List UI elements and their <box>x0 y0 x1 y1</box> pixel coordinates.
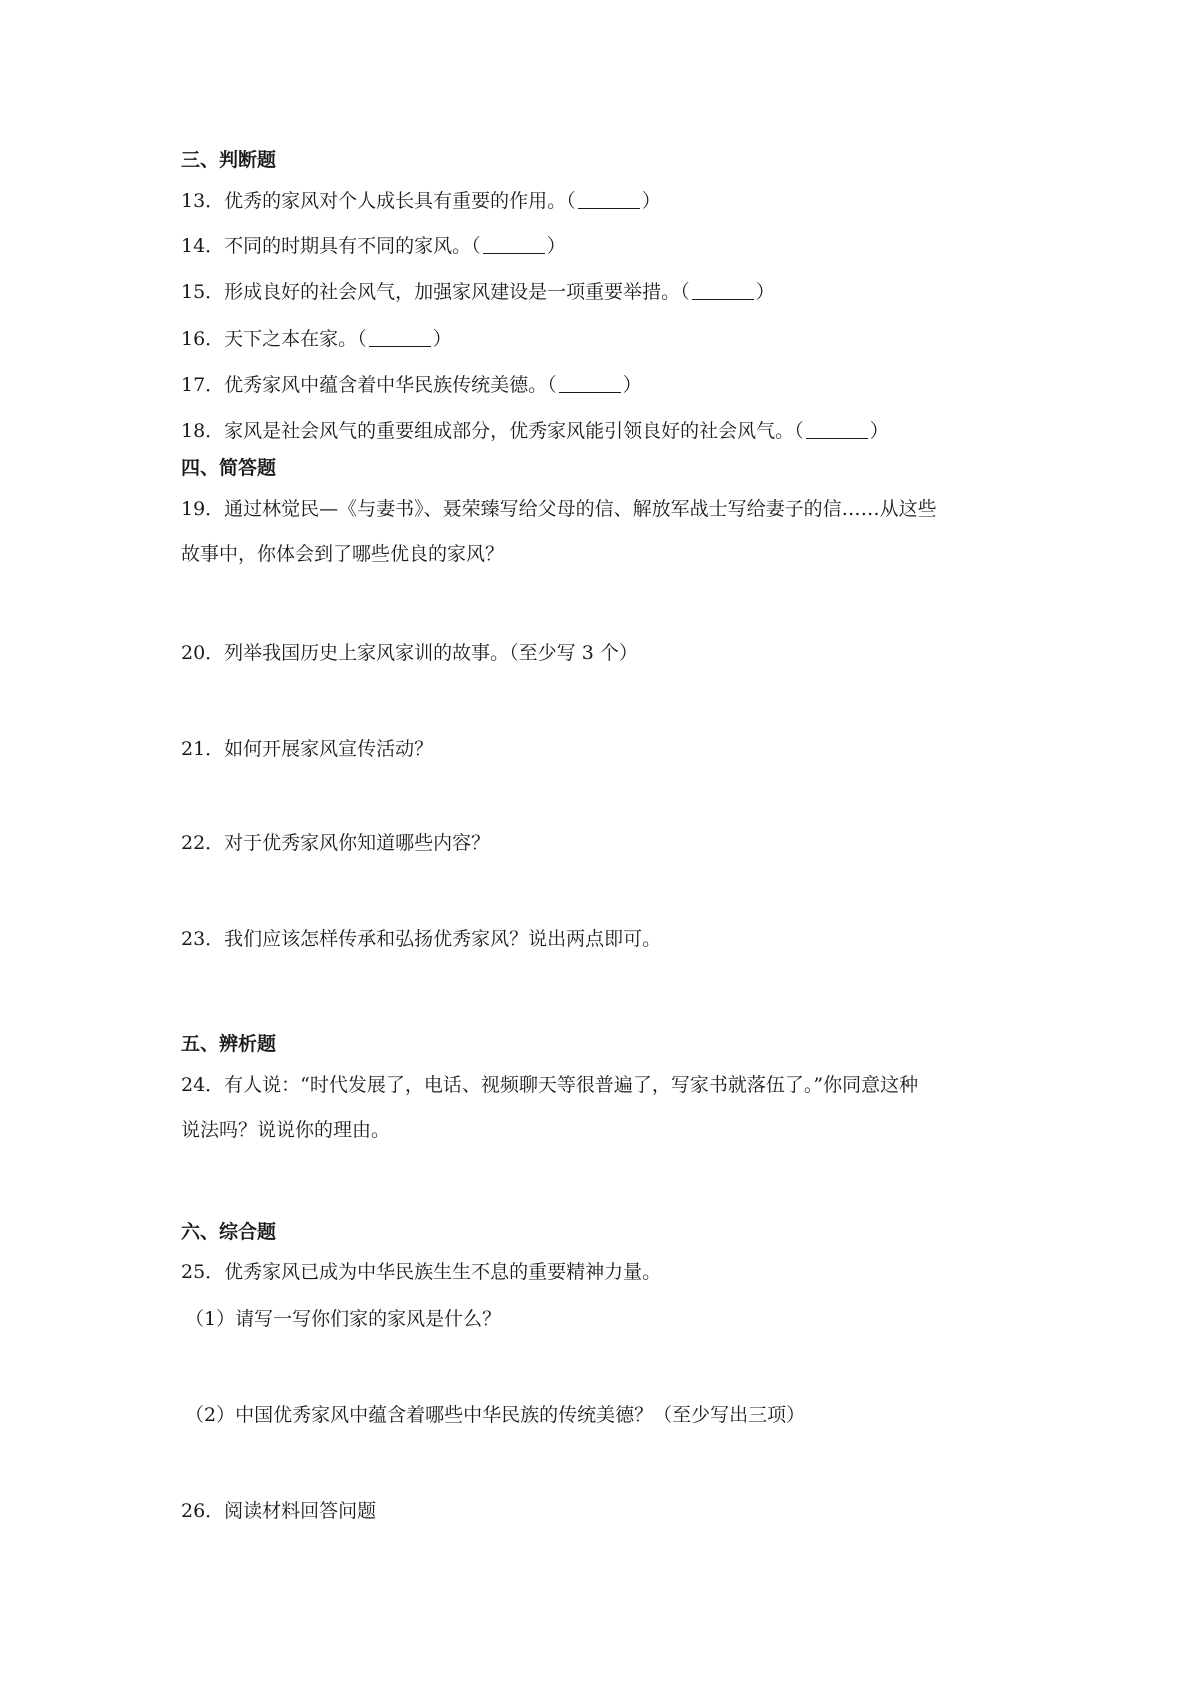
question-14 <box>181 233 566 259</box>
question-17 <box>181 372 642 398</box>
answer-blank[interactable] <box>578 192 640 209</box>
question-24-line2: 说法吗？说说你的理由。 <box>181 1119 391 1141</box>
question-24-line1: 24．有人说：“时代发展了，电话、视频聊天等很普遍了，写家书就落伍了。”你同意这种 <box>181 1074 919 1096</box>
question-paren: ） <box>755 281 775 303</box>
question-text: 16．天下之本在家。（ <box>181 328 367 350</box>
question-text: 14．不同的时期具有不同的家风。（ <box>181 235 481 257</box>
question-18 <box>181 418 889 444</box>
question-text: 17．优秀家风中蕴含着中华民族传统美德。（ <box>181 374 557 396</box>
question-22: 22．对于优秀家风你知道哪些内容？ <box>181 832 491 854</box>
question-25-2: （2）中国优秀家风中蕴含着哪些中华民族的传统美德？（至少写出三项） <box>185 1404 806 1426</box>
question-paren: ） <box>546 235 566 257</box>
question-paren: ） <box>432 328 452 350</box>
question-21: 21．如何开展家风宣传活动？ <box>181 738 434 760</box>
question-19-line2: 故事中，你体会到了哪些优良的家风？ <box>181 543 505 565</box>
answer-blank[interactable] <box>692 283 754 300</box>
question-text: 15．形成良好的社会风气，加强家风建设是一项重要举措。（ <box>181 281 690 303</box>
question-text: 13．优秀的家风对个人成长具有重要的作用。（ <box>181 190 576 212</box>
question-paren: ） <box>641 190 661 212</box>
section-heading-short-answer: 四、简答题 <box>181 457 277 479</box>
question-13 <box>181 188 661 214</box>
question-20: 20．列举我国历史上家风家训的故事。（至少写 3 个） <box>181 642 638 664</box>
question-text: 18．家风是社会风气的重要组成部分，优秀家风能引领良好的社会风气。（ <box>181 420 804 442</box>
answer-blank[interactable] <box>559 376 621 393</box>
answer-blank[interactable] <box>483 237 545 254</box>
answer-blank[interactable] <box>806 422 868 439</box>
section-heading-comprehensive: 六、综合题 <box>181 1221 277 1243</box>
question-16 <box>181 326 452 352</box>
question-19-line1: 19．通过林觉民—《与妻书》、聂荣臻写给父母的信、解放军战士写给妻子的信……从这些 <box>181 498 937 520</box>
question-23: 23．我们应该怎样传承和弘扬优秀家风？说出两点即可。 <box>181 928 662 950</box>
question-paren: ） <box>622 374 642 396</box>
question-15 <box>181 279 775 305</box>
question-25: 25．优秀家风已成为中华民族生生不息的重要精神力量。 <box>181 1261 662 1283</box>
section-heading-judgement: 三、判断题 <box>181 149 277 171</box>
section-heading-analysis: 五、辨析题 <box>181 1033 277 1055</box>
question-26: 26．阅读材料回答问题 <box>181 1500 377 1522</box>
answer-blank[interactable] <box>369 330 431 347</box>
question-25-1: （1）请写一写你们家的家风是什么？ <box>185 1308 502 1330</box>
question-paren: ） <box>869 420 889 442</box>
